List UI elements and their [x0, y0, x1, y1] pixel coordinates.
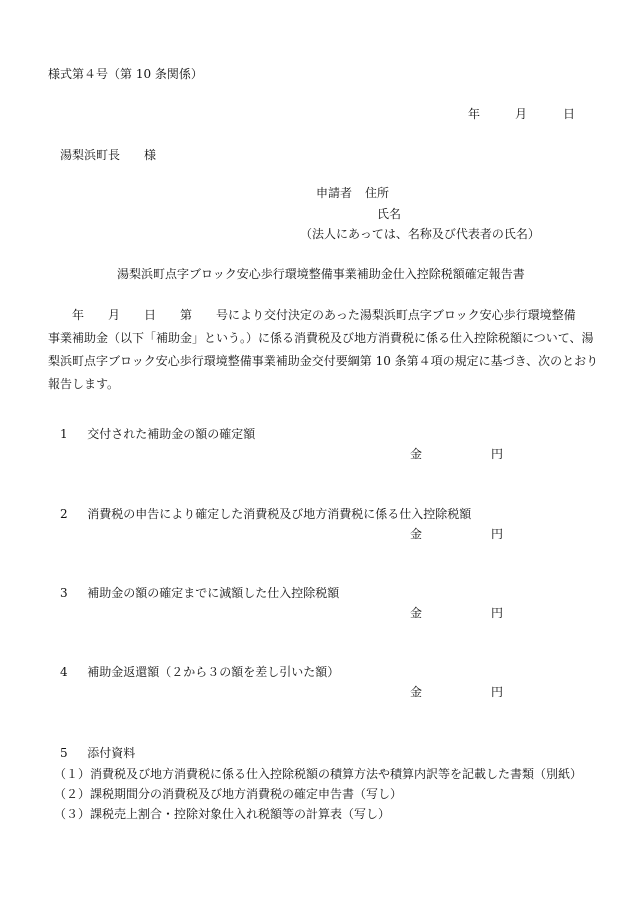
address-label: 住所	[365, 186, 390, 200]
form-number: 様式第４号（第 10 条関係）	[48, 67, 203, 81]
attachment-item: （１）消費税及び地方消費税に係る仕入控除税額の積算方法や積算内訳等を記載した書類（別紙）	[54, 767, 583, 781]
kin-label: 金	[410, 685, 423, 699]
corporate-note: （法人にあっては、名称及び代表者の氏名）	[300, 227, 540, 241]
document-title: 湯梨浜町点字ブロック安心歩行環境整備事業補助金仕入控除税額確定報告書	[117, 267, 525, 281]
item-number: 2	[60, 507, 68, 521]
item-4-heading	[60, 664, 339, 680]
item-number: 1	[60, 427, 68, 441]
addressee: 湯梨浜町長 様	[60, 148, 157, 162]
date-line	[0, 106, 630, 122]
yen-label: 円	[491, 606, 504, 620]
yen-label: 円	[491, 685, 504, 699]
item-4-amount	[0, 684, 630, 700]
item-3-heading	[60, 585, 339, 601]
applicant-label: 申請者	[316, 186, 353, 200]
item-1-heading	[60, 426, 255, 442]
item-2-heading	[60, 506, 471, 522]
date-day: 日	[563, 107, 576, 121]
kin-label: 金	[410, 606, 423, 620]
kin-label: 金	[410, 527, 423, 541]
date-year: 年	[468, 107, 481, 121]
item-label: 補助金の額の確定までに減額した仕入控除税額	[87, 586, 340, 600]
body-line: 梨浜町点字ブロック安心歩行環境整備事業補助金交付要綱第 10 条第４項の規定に基づき、次のとおり	[48, 354, 599, 368]
yen-label: 円	[491, 527, 504, 541]
item-label: 交付された補助金の額の確定額	[87, 427, 256, 441]
attachment-item: （３）課税売上割合・控除対象仕入れ税額等の計算表（写し）	[54, 807, 391, 821]
date-month: 月	[515, 107, 528, 121]
body-line: 年 月 日 第 号により交付決定のあった湯梨浜町点字ブロック安心歩行環境整備	[48, 308, 576, 322]
report-body	[48, 304, 599, 396]
kin-label: 金	[410, 447, 423, 461]
item-number: 3	[60, 586, 68, 600]
yen-label: 円	[491, 447, 504, 461]
item-number: 5	[60, 746, 68, 760]
item-number: 4	[60, 665, 68, 679]
attachments-title: 添付資料	[87, 746, 136, 760]
body-line: 報告します。	[48, 377, 120, 391]
body-line: 事業補助金（以下「補助金」という。）に係る消費税及び地方消費税に係る仕入控除税額について、湯	[48, 331, 594, 345]
attachments-heading	[60, 745, 135, 761]
name-label: 氏名	[377, 207, 402, 221]
item-label: 補助金返還額（２から３の額を差し引いた額）	[87, 665, 340, 679]
item-3-amount	[0, 605, 630, 621]
attachment-item: （２）課税期間分の消費税及び地方消費税の確定申告書（写し）	[54, 787, 403, 801]
item-1-amount	[0, 446, 630, 462]
item-2-amount	[0, 526, 630, 542]
item-label: 消費税の申告により確定した消費税及び地方消費税に係る仕入控除税額	[87, 507, 472, 521]
